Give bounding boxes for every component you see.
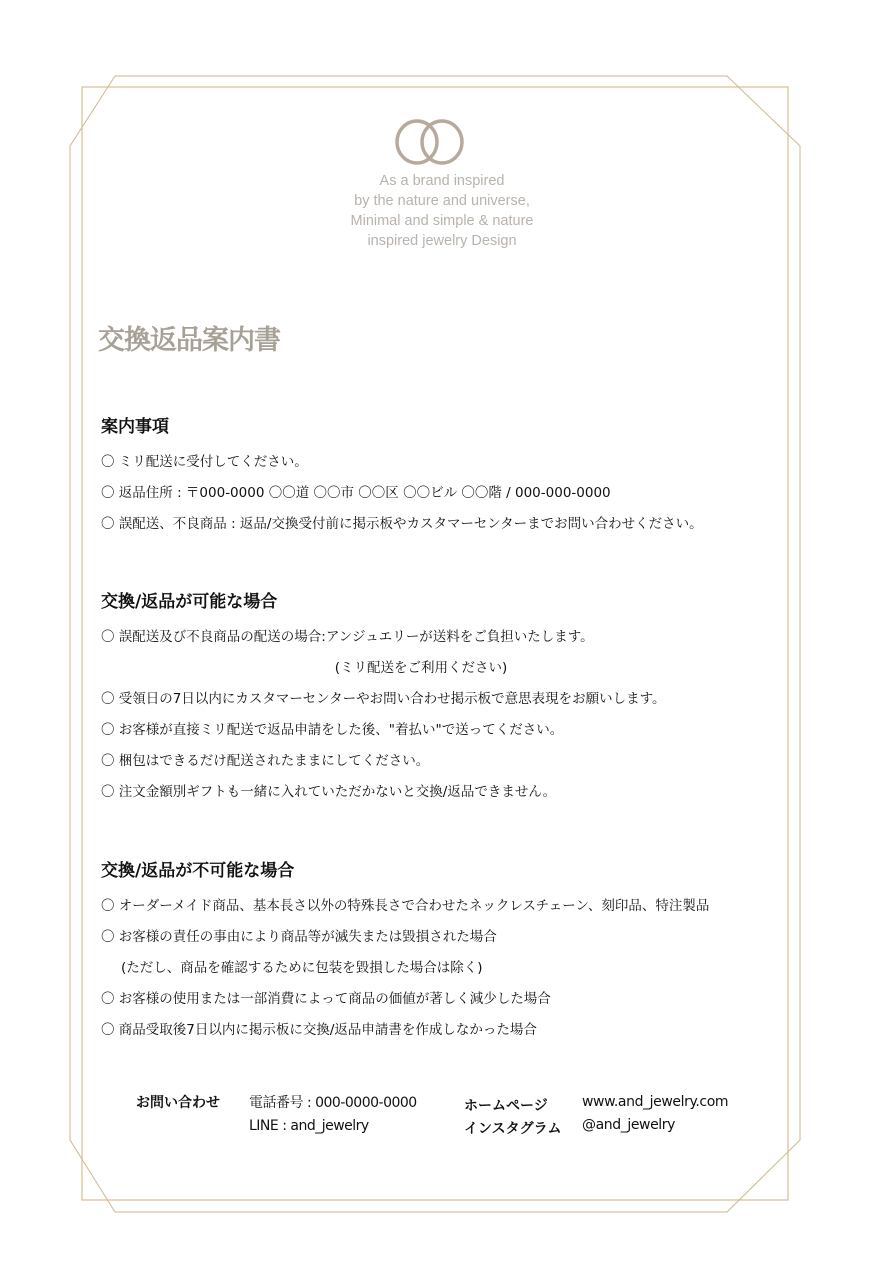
web-values <box>582 1091 728 1137</box>
list-note: (ただし、商品を確認するために包装を毀損した場合は除く) <box>121 960 483 976</box>
section-heading: 交換/返品が不可能な場合 <box>101 861 295 881</box>
section-not-possible <box>101 856 709 1046</box>
brand-tagline <box>0 171 870 251</box>
list-item: 〇 お客様の使用または一部消費によって商品の価値が著しく減少した場合 <box>101 991 551 1007</box>
document-title: 交換返品案内書 <box>98 325 280 356</box>
list-item: 〇 受領日の7日以内にカスタマーセンターやお問い合わせ掲示板で意思表現をお願いします。 <box>101 691 666 707</box>
list-item: 〇 誤配送及び不良商品の配送の場合:アンジュエリーが送料をご負担いたします。 <box>101 629 594 645</box>
line-id: LINE : and_jewelry <box>249 1118 369 1134</box>
list-item: 〇 注文金額別ギフトも一緒に入れていただかないと交換/返品できません。 <box>101 784 557 800</box>
list-item: 〇 商品受取後7日以内に掲示板に交換/返品申請書を作成しなかった場合 <box>101 1022 537 1038</box>
tagline-line: by the nature and universe, <box>354 193 530 209</box>
list-item: 〇 ミリ配送に受付してください。 <box>101 454 308 470</box>
contact-info <box>249 1092 417 1138</box>
instagram-handle[interactable]: @and_jewelry <box>582 1117 676 1133</box>
instagram-label: インスタグラム <box>464 1121 562 1137</box>
list-item: 〇 オーダーメイド商品、基本長さ以外の特殊長さで合わせたネックレスチェーン、刻印品、特注製品 <box>101 898 710 914</box>
phone-number: 電話番号 : 000-0000-0000 <box>249 1095 417 1111</box>
section-heading: 交換/返品が可能な場合 <box>101 592 278 612</box>
section-guidance <box>101 412 703 540</box>
tagline-line: Minimal and simple & nature <box>350 213 534 229</box>
section-possible <box>101 587 741 808</box>
list-item: 〇 梱包はできるだけ配送されたままにしてください。 <box>101 753 430 769</box>
list-item: 〇 誤配送、不良商品 : 返品/交換受付前に掲示板やカスタマーセンターまでお問い合わせください。 <box>101 516 703 532</box>
list-item: 〇 お客様の責任の事由により商品等が滅失または毀損された場合 <box>101 929 497 945</box>
list-item: 〇 返品住所 : 〒000-0000 〇〇道 〇〇市 〇〇区 〇〇ビル 〇〇階 / 000-000-0000 <box>101 485 611 501</box>
homepage-link[interactable]: www.and_jewelry.com <box>582 1094 729 1110</box>
homepage-label: ホームページ <box>464 1098 548 1114</box>
contact-label: お問い合わせ <box>136 1095 220 1111</box>
tagline-line: As a brand inspired <box>379 173 505 189</box>
section-heading: 案内事項 <box>101 417 169 437</box>
tagline-line: inspired jewelry Design <box>367 233 517 249</box>
list-item: 〇 お客様が直接ミリ配送で返品申請をした後、"着払い"で送ってください。 <box>101 722 564 738</box>
list-note: (ミリ配送をご利用ください) <box>334 660 508 676</box>
web-labels <box>464 1095 561 1141</box>
rings-logo-icon <box>395 118 470 168</box>
